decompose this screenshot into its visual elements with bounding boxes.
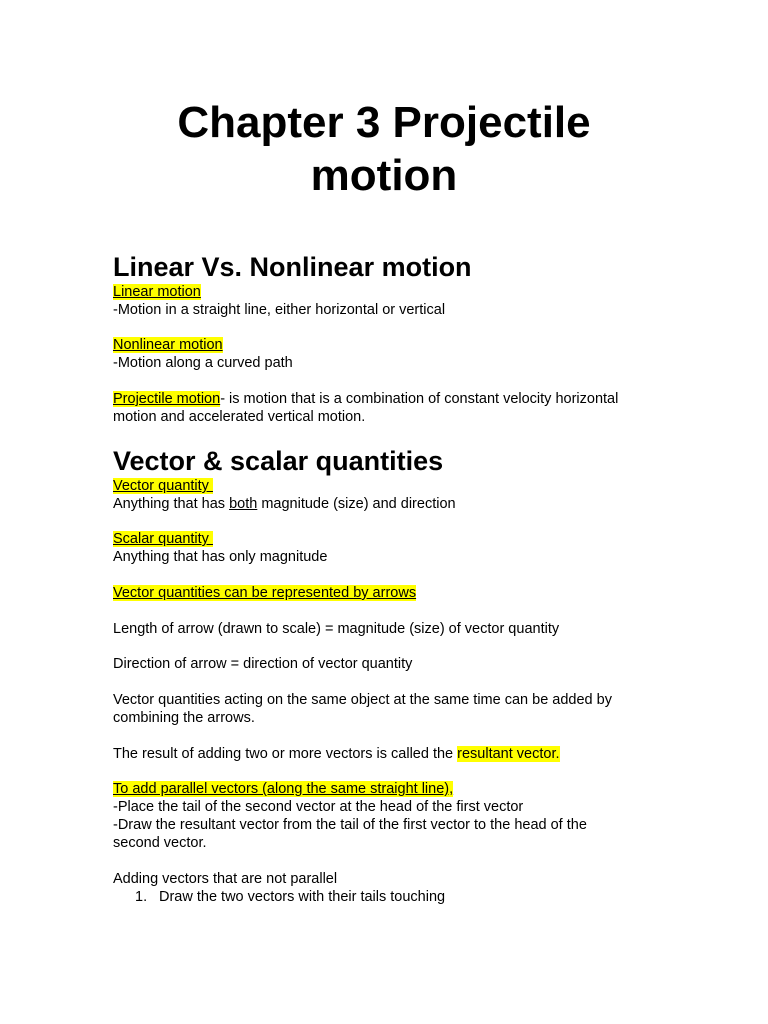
note-combine-line-2: combining the arrows. bbox=[113, 710, 255, 726]
term-vector-quantity bbox=[113, 477, 213, 495]
section-heading-linear-vs-nonlinear: Linear Vs. Nonlinear motion bbox=[113, 252, 472, 282]
parallel-step-1: -Place the tail of the second vector at the head of the first vector bbox=[113, 799, 524, 815]
note-direction-of-arrow: Direction of arrow = direction of vector quantity bbox=[113, 656, 413, 672]
underlined-both: both bbox=[229, 496, 258, 512]
definition-projectile-line-1 bbox=[113, 390, 618, 408]
highlight-arrows-note: Vector quantities can be represented by arrows bbox=[113, 585, 417, 601]
vector-def-pre: Anything that has bbox=[113, 496, 230, 512]
list-number-1: 1. bbox=[135, 889, 148, 905]
list-item-1: Draw the two vectors with their tails touching bbox=[159, 889, 446, 905]
section-heading-vector-scalar: Vector & scalar quantities bbox=[113, 446, 444, 476]
note-length-of-arrow: Length of arrow (drawn to scale) = magnitude (size) of vector quantity bbox=[113, 621, 560, 637]
term-linear-motion bbox=[113, 283, 201, 301]
definition-linear-motion: -Motion in a straight line, either horizontal or vertical bbox=[113, 302, 446, 318]
projectile-def-part-1: - is motion that is a combination of constant velocity horizontal bbox=[220, 391, 619, 407]
highlight-resultant-vector: resultant vector. bbox=[457, 746, 560, 762]
highlight-scalar-quantity: Scalar quantity bbox=[113, 531, 213, 547]
highlight-projectile-motion: Projectile motion bbox=[113, 391, 221, 407]
highlight-linear-motion: Linear motion bbox=[113, 284, 201, 300]
term-scalar-quantity bbox=[113, 530, 213, 548]
note-combine-line-1: Vector quantities acting on the same object at the same time can be added by bbox=[113, 692, 612, 708]
definition-scalar-quantity: Anything that has only magnitude bbox=[113, 549, 328, 565]
definition-nonlinear-motion: -Motion along a curved path bbox=[113, 355, 293, 371]
parallel-step-2-line-2: second vector. bbox=[113, 835, 207, 851]
note-resultant bbox=[113, 745, 560, 763]
resultant-pre: The result of adding two or more vectors is called the bbox=[113, 746, 458, 762]
definition-vector-quantity bbox=[113, 495, 456, 513]
note-arrows bbox=[113, 584, 416, 602]
highlight-vector-quantity: Vector quantity bbox=[113, 478, 213, 494]
term-nonlinear-motion bbox=[113, 336, 223, 354]
vector-def-post: magnitude (size) and direction bbox=[257, 496, 456, 512]
highlight-nonlinear-motion: Nonlinear motion bbox=[113, 337, 223, 353]
highlight-parallel-vectors: To add parallel vectors (along the same straight line), bbox=[113, 781, 454, 797]
page-title-line-2: motion bbox=[310, 151, 458, 200]
heading-nonparallel-vectors: Adding vectors that are not parallel bbox=[113, 871, 338, 887]
page-title bbox=[0, 96, 768, 202]
page-title-line-1: Chapter 3 Projectile bbox=[177, 98, 591, 147]
heading-parallel-vectors bbox=[113, 780, 453, 798]
parallel-step-2-line-1: -Draw the resultant vector from the tail of the first vector to the head of the bbox=[113, 817, 587, 833]
definition-projectile-line-2: motion and accelerated vertical motion. bbox=[113, 409, 366, 425]
